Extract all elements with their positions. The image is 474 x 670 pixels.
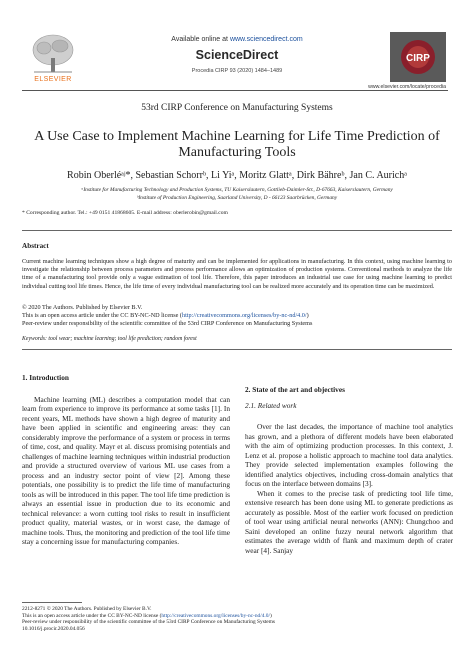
- corresponding-author: * Corresponding author. Tel.: +49 0151 41868605. E-mail address: oberlerobin@gmail.com: [22, 210, 228, 216]
- intro-paragraph: Machine learning (ML) describes a computation model that can learn from experience to improve its performance at some tasks [1]. In recent years, ML methods have shown a high degree of maturity and have been applied in scientific and engineering areas: they can considerably improve the performance of a system or process in terms of time, cost, and quality. Mayr et al. discuss promising potentials and challenges of machine learning techniques within industrial production and provide a structured overview of various ML use cases from a process and an industry sector point of view [2]. Among these potentials, one possibility is to predict the life time of manufacturing tools as will be introduced in this paper. The tool life time prediction is always an essential issue in production due to its economic and technical relevance: a worn cutting tool risks to result in insufficient product quality, material wastes, or in worst case, the damage of machine tools. Thus, the monitoring and prediction of the tool life time stay a concerning issue for manufacturing companies.: [22, 394, 230, 546]
- left-column: [22, 373, 230, 547]
- footer-license-prefix: This is an open access article under the CC BY-NC-ND license (: [22, 612, 162, 619]
- related-work-paragraph-1: Over the last decades, the importance of machine tool analytics has grown, and a plethora of different models have been elaborated with the aim of optimizing production processes. In this context, J. Lenz et al. propose a holistic approach to machine tool data analytics. They provide selected implementation examples following the identified analytics objectives, including cross-domain analytics that focus on the interface between domains [3].: [245, 422, 453, 488]
- conference-name: 53rd CIRP Conference on Manufacturing Systems: [141, 103, 333, 113]
- license-block: [22, 304, 452, 329]
- footer-peer-review: Peer-review under responsibility of the scientific committee of the 53rd CIRP Conference on Manufacturing Systems: [22, 619, 275, 626]
- license-prefix: This is an open access article under the CC BY-NC-ND license (: [22, 312, 182, 320]
- availability-prefix: Available online at: [171, 36, 230, 43]
- right-column: [245, 385, 453, 555]
- license-link[interactable]: http://creativecommons.org/licenses/by-nc-nd/4.0/: [181, 312, 307, 320]
- abstract-text: Current machine learning techniques show a high degree of maturity and can be implemented for applications in manufacturing. In this context, using machine learning to investigate the relationship between process parameters and process performance allows an optimization of production systems. Conventional methods to analyze the life time of a manufacturing tool provide only a vague estimation of tool life. Therefore, this paper introduces an industrial use case for using machine learning to predict individual cutting tool life times. Hence, the life time of every individual manufacturing tool can be realized more accurately and its operation time can be maximized.: [22, 258, 452, 290]
- paper-title: A Use Case to Implement Machine Learning for Life Time Prediction of Manufacturing Tools: [34, 129, 440, 160]
- footer-copyright: 2212-8271 © 2020 The Authors. Published by Elsevier B.V.: [22, 606, 152, 612]
- footer-doi[interactable]: 10.1016/j.procir.2020.04.056: [22, 625, 85, 632]
- section-heading-introduction: 1. Introduction: [22, 373, 69, 382]
- license-suffix: ): [306, 312, 309, 320]
- license-line: [22, 312, 452, 320]
- cirp-logo-text: CIRP: [406, 53, 430, 64]
- procedia-url[interactable]: www.elsevier.com/locate/procedia: [368, 84, 446, 90]
- footer-license-link[interactable]: http://creativecommons.org/licenses/by-nc-nd/4.0/: [161, 612, 270, 619]
- proceedings-citation: Procedia CIRP 93 (2020) 1484–1489: [191, 68, 283, 74]
- title-divider: [22, 230, 452, 231]
- peer-review-line: Peer-review under responsibility of the scientific committee of the 53rd CIRP Conference on Manufacturing Systems: [22, 320, 313, 328]
- abstract-heading: Abstract: [22, 242, 49, 250]
- abstract-divider: [22, 349, 452, 350]
- section-heading-state-of-art: 2. State of the art and objectives: [245, 385, 345, 394]
- cirp-logo: [390, 32, 446, 82]
- footer-license-suffix: ): [269, 612, 272, 619]
- elsevier-wordmark: ELSEVIER: [34, 76, 72, 83]
- sciencedirect-brand: ScienceDirect: [195, 48, 279, 62]
- affiliations: [30, 187, 444, 202]
- author-list: Robin Oberléᵃʲ*, Sebastian Schorrᵇ, Li Yiᵃ, Moritz Glattᵃ, Dirk Bähreᵇ, Jan C. Aurichᵃ: [67, 170, 407, 181]
- affiliation-b: ᵇInstitute of Production Engineering, Saarland University, D - 66123 Saarbrücken, Germany: [136, 194, 338, 201]
- footer-divider: [22, 602, 82, 603]
- footer: [22, 606, 452, 632]
- availability-line: [130, 36, 344, 43]
- header-divider: [22, 90, 448, 91]
- sciencedirect-link[interactable]: www.sciencedirect.com: [229, 36, 303, 43]
- affiliation-a: ᵃInstitute for Manufacturing Technology and Production Systems, TU Kaiserslautern, Gottlieb-Daimler-Str., D-67663, Kaiserslautern, Germany: [81, 187, 393, 193]
- keywords: Keywords: tool wear; machine learning; tool life prediction; random forest: [22, 336, 197, 342]
- copyright-line: © 2020 The Authors. Published by Elsevier B.V.: [22, 304, 143, 311]
- subsection-heading-related-work: 2.1. Related work: [245, 400, 297, 410]
- related-work-paragraph-2: When it comes to the precise task of predicting tool life time, extensive research has been done using ML to generate predictions as accurately as possible. Most of the earlier work focused on prediction of tool wear using artificial neural networks (ANN): Chungchoo and Saini developed an online fuzzy neural network algorithm that estimates the average width of flank and maximum depth of crater wear [4]. Sanjay: [245, 488, 453, 555]
